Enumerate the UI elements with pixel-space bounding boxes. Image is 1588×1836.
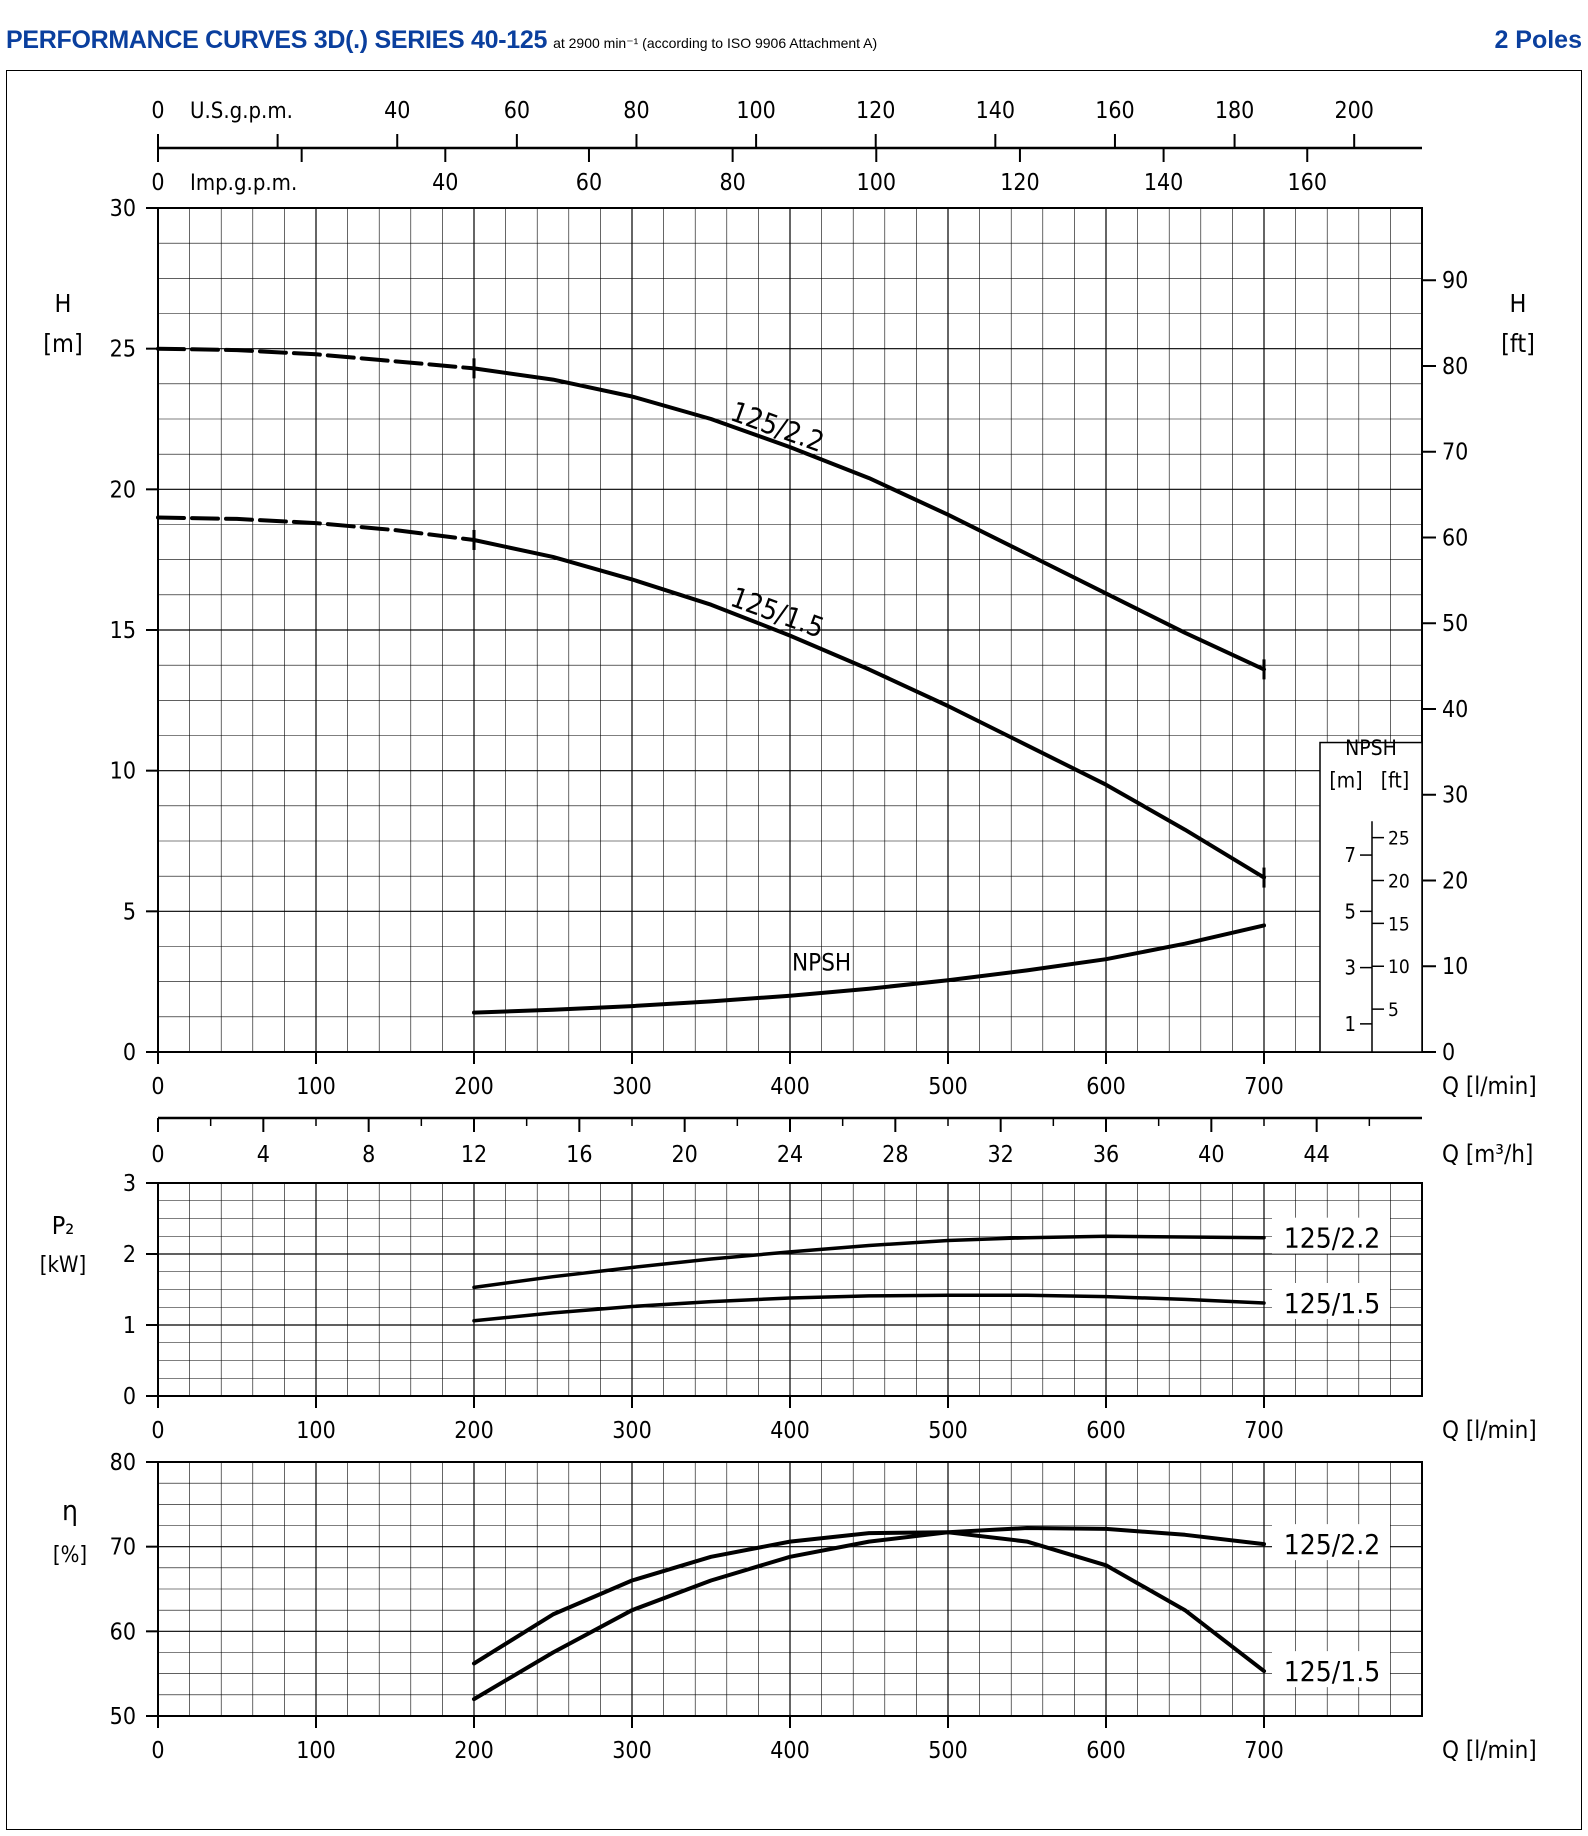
power-xunit: Q [l/min] <box>1442 1416 1537 1444</box>
power-ytick-label: 3 <box>122 1171 136 1197</box>
head-y2tick-label: 30 <box>1442 782 1469 809</box>
usgpm-tick-label: 60 <box>503 98 531 124</box>
efficiency-xtick-label: 0 <box>151 1738 165 1764</box>
head-y2label: H <box>1509 289 1527 318</box>
head-curve-125/1.5 <box>474 540 1264 878</box>
usgpm-tick-label: 120 <box>855 98 896 124</box>
npsh-curve-label: NPSH <box>792 948 852 977</box>
power-xtick-label: 600 <box>1086 1418 1126 1444</box>
head-ytick-label: 30 <box>109 196 136 222</box>
usgpm-tick-label: 160 <box>1095 98 1135 124</box>
head-curve-125/2.2 <box>474 368 1264 669</box>
efficiency-ytick-label: 70 <box>109 1534 136 1561</box>
usgpm-tick-label: 200 <box>1334 98 1374 124</box>
head-y2tick-label: 80 <box>1442 353 1469 380</box>
head-ytick-label: 10 <box>109 758 136 785</box>
m3h-tick-label: 44 <box>1303 1142 1330 1168</box>
m3h-tick-label: 32 <box>987 1142 1014 1168</box>
head-y2tick-label: 90 <box>1442 268 1469 295</box>
head-xtick-label: 300 <box>612 1074 652 1100</box>
curve-label-125-2.2: 125/2.2 <box>726 394 829 459</box>
head-y2unit: [ft] <box>1501 329 1535 358</box>
impgpm-tick-label: 120 <box>1000 170 1040 196</box>
head-ytick-label: 20 <box>109 477 136 504</box>
npsh-inset-m-label: 1 <box>1344 1011 1356 1036</box>
head-y2tick-label: 0 <box>1442 1040 1456 1066</box>
head-ytick-label: 0 <box>122 1040 136 1066</box>
m3h-tick-label: 24 <box>776 1142 804 1168</box>
power-curve-125/1.5 <box>474 1295 1264 1321</box>
efficiency-xtick-label: 200 <box>454 1738 494 1764</box>
usgpm-tick-label: 100 <box>736 98 776 124</box>
power-xtick-label: 0 <box>151 1418 165 1444</box>
head-y2tick-label: 10 <box>1442 954 1469 981</box>
npsh-inset-m-label: 7 <box>1344 843 1356 868</box>
efficiency-series-label: 125/1.5 <box>1283 1655 1381 1689</box>
efficiency-xunit: Q [l/min] <box>1442 1736 1537 1764</box>
efficiency-ylabel: η <box>62 1494 78 1527</box>
chart-subtitle: at 2900 min⁻¹ (according to ISO 9906 Attachment A) <box>553 35 878 51</box>
usgpm-tick-label: 0 <box>151 98 165 124</box>
head-yunit: [m] <box>43 329 83 358</box>
efficiency-xtick-label: 500 <box>928 1738 968 1764</box>
m3h-tick-label: 16 <box>566 1142 593 1168</box>
head-ytick-label: 5 <box>122 899 136 926</box>
efficiency-xtick-label: 700 <box>1244 1738 1284 1764</box>
power-ytick-label: 0 <box>122 1384 136 1410</box>
impgpm-tick-label: 140 <box>1143 170 1184 196</box>
power-xtick-label: 400 <box>770 1418 810 1444</box>
head-xunit: Q [l/min] <box>1442 1072 1537 1100</box>
efficiency-grid <box>158 1462 1422 1716</box>
impgpm-tick-label: 40 <box>432 170 459 196</box>
power-series-label: 125/1.5 <box>1283 1286 1381 1320</box>
head-ytick-label: 15 <box>109 618 136 644</box>
npsh-curve <box>474 925 1264 1012</box>
npsh-inset-m-label: 3 <box>1344 955 1356 980</box>
head-ytick-label: 25 <box>109 336 136 363</box>
head-xtick-label: 700 <box>1244 1074 1284 1100</box>
impgpm-tick-label: 160 <box>1287 170 1328 196</box>
m3h-tick-label: 12 <box>460 1142 488 1168</box>
head-y2tick-label: 40 <box>1442 696 1469 723</box>
power-xtick-label: 300 <box>612 1418 652 1444</box>
efficiency-xtick-label: 600 <box>1086 1738 1126 1764</box>
m3h-tick-label: 8 <box>362 1142 376 1168</box>
impgpm-tick-label: 80 <box>719 170 746 196</box>
usgpm-axis-label: U.S.g.p.m. <box>190 99 293 124</box>
impgpm-axis-label: Imp.g.p.m. <box>190 171 298 196</box>
power-yunit: [kW] <box>39 1253 87 1278</box>
head-xtick-label: 200 <box>454 1074 494 1100</box>
impgpm-tick-label: 100 <box>856 170 897 196</box>
impgpm-tick-label: 60 <box>575 170 603 196</box>
poles-label: 2 Poles <box>1494 26 1582 54</box>
efficiency-ytick-label: 50 <box>109 1704 136 1730</box>
power-grid <box>158 1183 1422 1396</box>
curve-label-125-1.5: 125/1.5 <box>726 580 829 645</box>
power-ytick-label: 1 <box>122 1313 136 1339</box>
efficiency-curve-125/1.5 <box>474 1532 1264 1671</box>
efficiency-yunit: [%] <box>52 1543 88 1568</box>
npsh-inset-unit-m: [m] <box>1329 768 1363 793</box>
m3h-tick-label: 40 <box>1198 1142 1225 1168</box>
npsh-inset-ft-label: 15 <box>1388 913 1410 936</box>
efficiency-xtick-label: 400 <box>770 1738 810 1764</box>
head-ylabel: H <box>54 289 72 318</box>
usgpm-tick-label: 40 <box>384 98 411 124</box>
usgpm-tick-label: 140 <box>975 98 1016 124</box>
power-xtick-label: 200 <box>454 1418 494 1444</box>
efficiency-xtick-label: 100 <box>296 1738 336 1764</box>
efficiency-xtick-label: 300 <box>612 1738 652 1764</box>
usgpm-tick-label: 180 <box>1214 98 1255 124</box>
efficiency-ytick-label: 80 <box>109 1450 136 1476</box>
efficiency-series-label: 125/2.2 <box>1283 1528 1381 1562</box>
m3h-tick-label: 0 <box>151 1142 165 1168</box>
power-xtick-label: 100 <box>296 1418 336 1444</box>
power-series-label: 125/2.2 <box>1283 1221 1381 1255</box>
head-y2tick-label: 70 <box>1442 439 1469 466</box>
power-curve-125/2.2 <box>474 1236 1264 1287</box>
m3h-tick-label: 36 <box>1092 1142 1120 1168</box>
efficiency-ytick-label: 60 <box>109 1619 136 1646</box>
head-y2tick-label: 20 <box>1442 868 1469 895</box>
npsh-inset-unit-ft: [ft] <box>1380 768 1410 793</box>
m3h-axis-unit: Q [m³/h] <box>1442 1140 1534 1168</box>
npsh-inset-title: NPSH <box>1345 736 1397 761</box>
power-xtick-label: 700 <box>1244 1418 1284 1444</box>
m3h-tick-label: 4 <box>256 1142 270 1168</box>
head-xtick-label: 0 <box>151 1074 165 1100</box>
npsh-inset-ft-label: 20 <box>1388 870 1410 893</box>
head-xtick-label: 100 <box>296 1074 336 1100</box>
impgpm-tick-label: 0 <box>151 170 165 196</box>
m3h-tick-label: 28 <box>882 1142 909 1168</box>
npsh-inset-m-label: 5 <box>1344 899 1356 924</box>
head-y2tick-label: 60 <box>1442 525 1469 552</box>
head-xtick-label: 500 <box>928 1074 968 1100</box>
usgpm-tick-label: 80 <box>623 98 650 124</box>
npsh-inset-ft-label: 25 <box>1388 827 1410 850</box>
head-xtick-label: 600 <box>1086 1074 1126 1100</box>
m3h-tick-label: 20 <box>671 1142 698 1168</box>
chart-title: PERFORMANCE CURVES 3D(.) SERIES 40-125 <box>6 26 548 54</box>
npsh-inset-ft-label: 10 <box>1388 956 1410 979</box>
power-xtick-label: 500 <box>928 1418 968 1444</box>
head-y2tick-label: 50 <box>1442 611 1469 638</box>
power-ytick-label: 2 <box>122 1242 136 1268</box>
npsh-inset-ft-label: 5 <box>1388 999 1399 1022</box>
head-xtick-label: 400 <box>770 1074 810 1100</box>
power-ylabel: P₂ <box>51 1211 75 1240</box>
